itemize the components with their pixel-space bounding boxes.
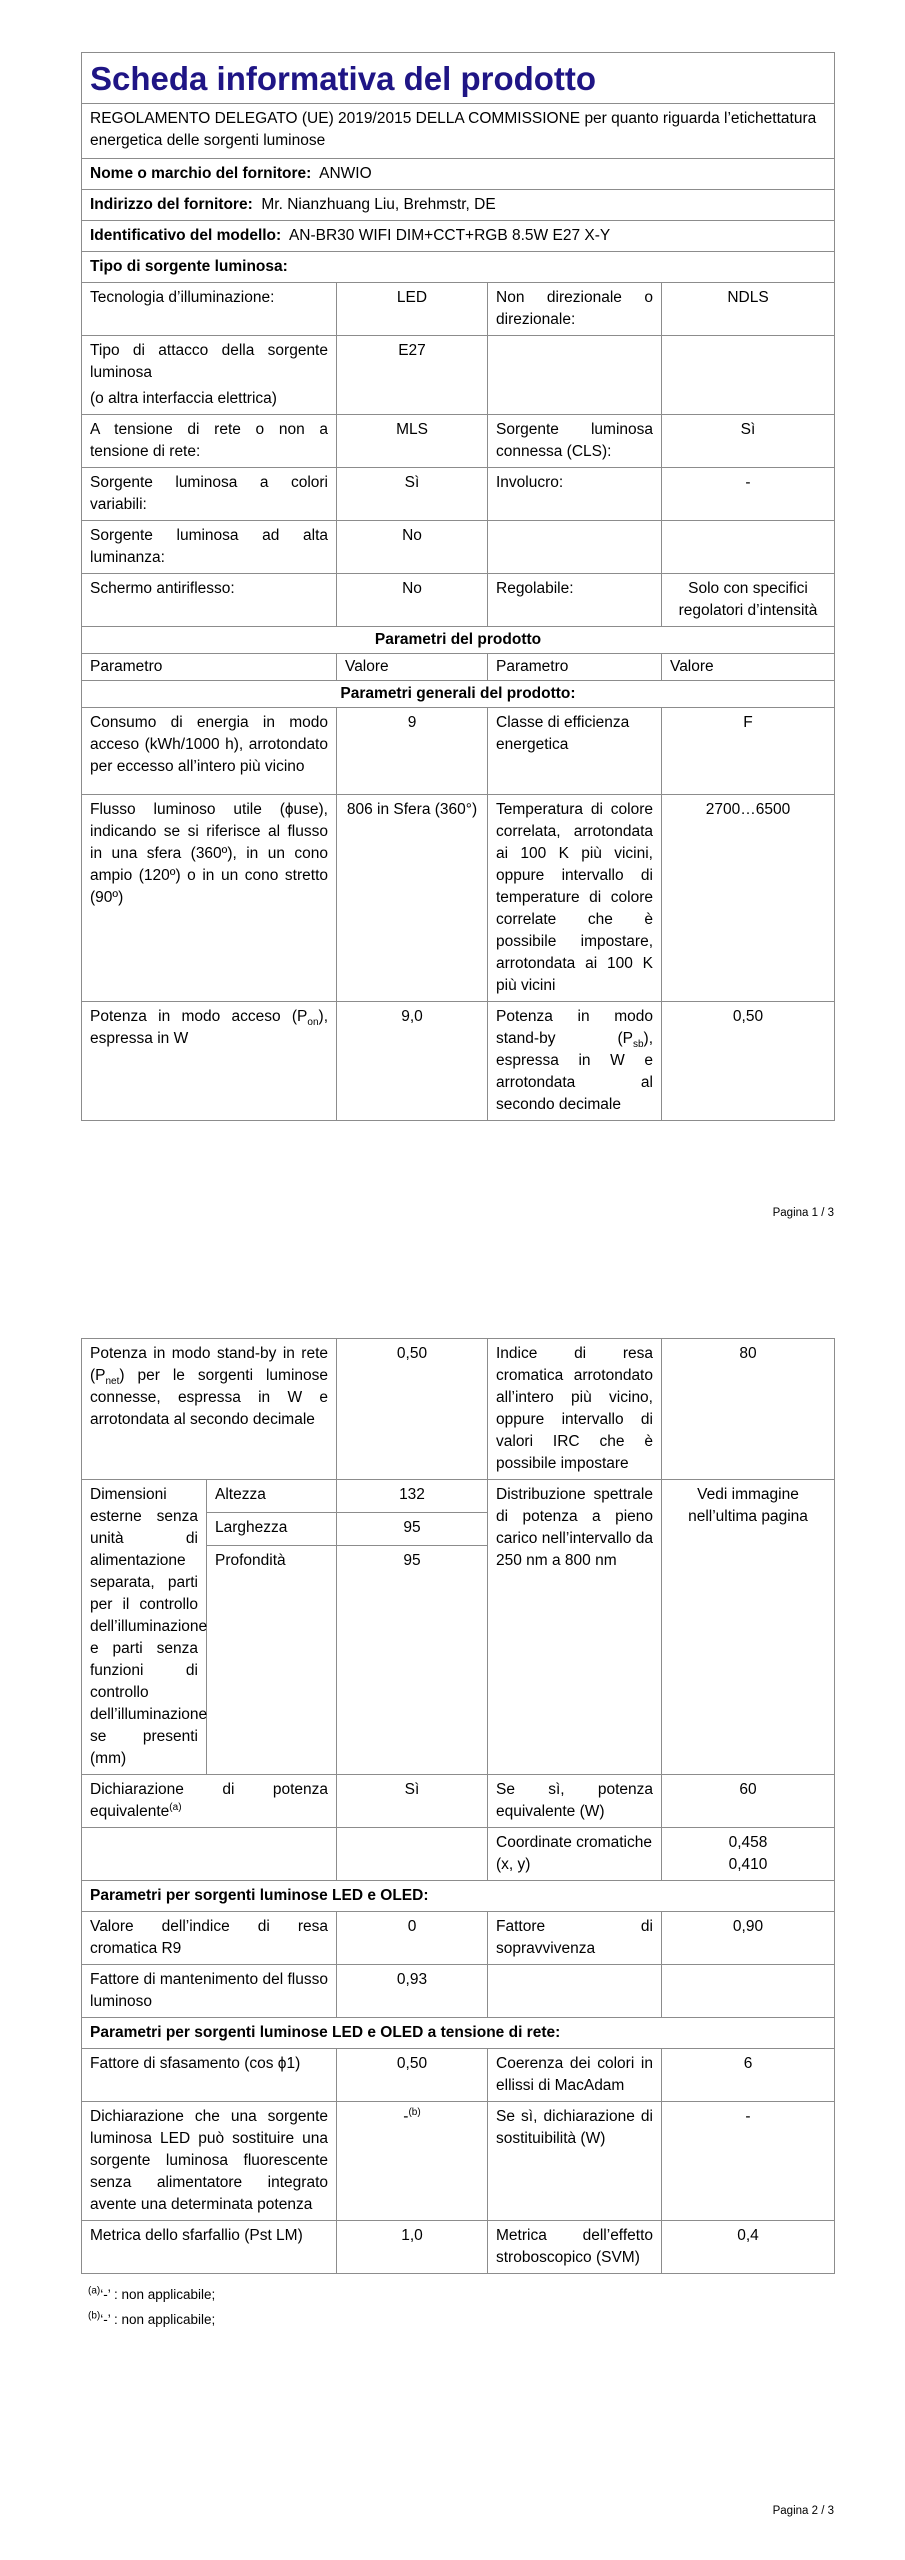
envelope-value: - bbox=[662, 468, 835, 521]
equivalent-watt-value: 60 bbox=[662, 1775, 835, 1828]
class-label: Classe di efficienza energetica bbox=[488, 708, 662, 795]
cct-label: Temperatura di colore correlata, arrotondata ai 100 K più vicini, oppure intervallo di temperature di colore correlate che è possibile impostare, arrotondata ai 100 K più vicini bbox=[488, 795, 662, 1002]
footnote-b bbox=[88, 2311, 215, 2329]
empty-cell bbox=[337, 1828, 488, 1881]
footnote-ref-a: (a) bbox=[169, 1801, 182, 1813]
page-number: Pagina 2 / 3 bbox=[772, 2505, 834, 2517]
networked-standby-value: 0,50 bbox=[337, 1339, 488, 1480]
height-value: 132 bbox=[337, 1480, 488, 1513]
anti-glare-label: Schermo antiriflesso: bbox=[82, 574, 337, 627]
replacement-claim-value bbox=[337, 2102, 488, 2221]
height-label: Altezza bbox=[207, 1480, 337, 1513]
displacement-factor-label: Fattore di sfasamento (cos ϕ1) bbox=[82, 2049, 337, 2102]
connected-value: Sì bbox=[662, 415, 835, 468]
product-info-table-page-2 bbox=[81, 1338, 835, 2274]
dimmable-value: Solo con specifici regolatori d’intensità bbox=[662, 574, 835, 627]
col-header-value: Valore bbox=[337, 654, 488, 681]
stroboscopic-label: Metrica dell’effetto stroboscopico (SVM) bbox=[488, 2221, 662, 2274]
standby-power-label-start: Potenza in modo stand-by (P bbox=[496, 1008, 653, 1047]
spd-label: Distribuzione spettrale di potenza a pieno carico nell’intervallo da 250 nm a 800 nm bbox=[488, 1480, 662, 1775]
networked-standby-label-end: ) per le sorgenti luminose connesse, espressa in W e arrotondata al secondo decimale bbox=[90, 1367, 328, 1428]
lumen-maintenance-label: Fattore di mantenimento del flusso luminoso bbox=[82, 1965, 337, 2018]
equivalent-watt-label: Se sì, potenza equivalente (W) bbox=[488, 1775, 662, 1828]
regulation-text: REGOLAMENTO DELEGATO (UE) 2019/2015 DELLA COMMISSIONE per quanto riguarda l’etichettatura energetica delle sorgenti luminose bbox=[82, 104, 835, 159]
directional-label: Non direzionale o direzionale: bbox=[488, 283, 662, 336]
empty-cell bbox=[488, 1965, 662, 2018]
on-mode-subscript: on bbox=[307, 1017, 319, 1029]
supplier-name: ANWIO bbox=[319, 165, 372, 182]
model-identifier: AN-BR30 WIFI DIM+CCT+RGB 8.5W E27 X-Y bbox=[288, 227, 611, 244]
supplier-address: Mr. Nianzhuang Liu, Brehmstr, DE bbox=[261, 196, 496, 213]
on-mode-power-label bbox=[82, 1002, 337, 1121]
flux-value: 806 in Sfera (360°) bbox=[337, 795, 488, 1002]
chromaticity-y: 0,410 bbox=[728, 1856, 768, 1873]
networked-standby-label-start: Potenza in modo stand-by in rete (P bbox=[90, 1345, 328, 1384]
r9-label: Valore dell’indice di resa cromatica R9 bbox=[82, 1912, 337, 1965]
cap-label-main: Tipo di attacco della sorgente luminosa bbox=[90, 342, 328, 381]
standby-power-label bbox=[488, 1002, 662, 1121]
general-params-heading: Parametri generali del prodotto: bbox=[82, 681, 835, 708]
macadam-value: 6 bbox=[662, 2049, 835, 2102]
lumen-maintenance-value: 0,93 bbox=[337, 1965, 488, 2018]
empty-cell bbox=[82, 1828, 337, 1881]
energy-label: Consumo di energia in modo acceso (kWh/1000 h), arrotondato per eccesso all’intero più vicino bbox=[82, 708, 337, 795]
chromaticity-value bbox=[662, 1828, 835, 1881]
supplier-address-row bbox=[82, 190, 835, 221]
empty-cell bbox=[488, 336, 662, 415]
page-2 bbox=[0, 1280, 905, 2560]
product-info-table-page-1 bbox=[81, 52, 835, 1121]
flux-label: Flusso luminoso utile (ϕuse), indicando se si riferisce al flusso in una sfera (360º), in un cono ampio (120º) o in un cono stretto (90º) bbox=[82, 795, 337, 1002]
high-luminance-label: Sorgente luminosa ad alta luminanza: bbox=[82, 521, 337, 574]
footnote-ref-b: (b) bbox=[408, 2106, 421, 2118]
equivalent-power-label bbox=[82, 1775, 337, 1828]
class-value: F bbox=[662, 708, 835, 795]
on-mode-power-value: 9,0 bbox=[337, 1002, 488, 1121]
footnote-a-text: ‘-’ : non applicabile; bbox=[100, 2287, 216, 2302]
width-value: 95 bbox=[337, 1513, 488, 1546]
footnote-a bbox=[88, 2286, 215, 2304]
depth-value: 95 bbox=[337, 1546, 488, 1775]
networked-standby-label bbox=[82, 1339, 337, 1480]
chromaticity-x: 0,458 bbox=[728, 1834, 768, 1851]
standby-subscript: sb bbox=[632, 1039, 644, 1051]
tech-label: Tecnologia d’illuminazione: bbox=[82, 283, 337, 336]
anti-glare-value: No bbox=[337, 574, 488, 627]
led-params-heading: Parametri per sorgenti luminose LED e OLED: bbox=[82, 1881, 835, 1912]
empty-cell bbox=[662, 1965, 835, 2018]
model-row bbox=[82, 221, 835, 252]
colour-tunable-value: Sì bbox=[337, 468, 488, 521]
model-label: Identificativo del modello: bbox=[90, 227, 282, 244]
r9-value: 0 bbox=[337, 1912, 488, 1965]
cap-label bbox=[82, 336, 337, 415]
footnote-b-text: ‘-’ : non applicabile; bbox=[100, 2312, 216, 2327]
macadam-label: Coerenza dei colori in ellissi di MacAdam bbox=[488, 2049, 662, 2102]
high-luminance-value: No bbox=[337, 521, 488, 574]
directional-value: NDLS bbox=[662, 283, 835, 336]
cri-value: 80 bbox=[662, 1339, 835, 1480]
tech-value: LED bbox=[337, 283, 488, 336]
replacement-claim-dash: - bbox=[403, 2108, 409, 2125]
on-mode-power-label-start: Potenza in modo acceso (P bbox=[90, 1008, 308, 1025]
standby-power-label-end: ), espressa in W e arrotondata al secondo decimale bbox=[496, 1030, 653, 1113]
dimmable-label: Regolabile: bbox=[488, 574, 662, 627]
empty-cell bbox=[662, 336, 835, 415]
cap-label-note: (o altra interfaccia elettrica) bbox=[90, 390, 277, 407]
supplier-name-row bbox=[82, 159, 835, 190]
cri-label: Indice di resa cromatica arrotondato all’intero più vicino, oppure intervallo di valori IRC che è possibile impostare bbox=[488, 1339, 662, 1480]
supplier-name-label: Nome o marchio del fornitore: bbox=[90, 165, 312, 182]
replacement-watt-label: Se sì, dichiarazione di sostituibilità (W) bbox=[488, 2102, 662, 2221]
replacement-claim-label: Dichiarazione che una sorgente luminosa LED può sostituire una sorgente luminosa fluorescente senza alimentatore integrato avente una determinata potenza bbox=[82, 2102, 337, 2221]
networked-subscript: net bbox=[105, 1376, 120, 1388]
standby-power-value: 0,50 bbox=[662, 1002, 835, 1121]
survival-value: 0,90 bbox=[662, 1912, 835, 1965]
depth-label: Profondità bbox=[207, 1546, 337, 1775]
mains-label: A tensione di rete o non a tensione di rete: bbox=[82, 415, 337, 468]
empty-cell bbox=[662, 521, 835, 574]
empty-cell bbox=[488, 521, 662, 574]
envelope-label: Involucro: bbox=[488, 468, 662, 521]
footnote-a-mark: (a) bbox=[88, 2285, 101, 2297]
cap-value: E27 bbox=[337, 336, 488, 415]
chromaticity-label: Coordinate cromatiche (x, y) bbox=[488, 1828, 662, 1881]
mains-led-params-heading: Parametri per sorgenti luminose LED e OLED a tensione di rete: bbox=[82, 2018, 835, 2049]
product-params-heading: Parametri del prodotto bbox=[82, 627, 835, 654]
flicker-label: Metrica dello sfarfallio (Pst LM) bbox=[82, 2221, 337, 2274]
on-mode-power-label-end: ), espressa in W bbox=[90, 1008, 328, 1047]
footnote-b-mark: (b) bbox=[88, 2310, 101, 2322]
page-number: Pagina 1 / 3 bbox=[772, 1207, 834, 1219]
supplier-address-label: Indirizzo del fornitore: bbox=[90, 196, 253, 213]
flicker-value: 1,0 bbox=[337, 2221, 488, 2274]
dimensions-label: Dimensioni esterne senza unità di alimentazione separata, parti per il controllo dell’illuminazione e parti senza funzioni di controllo dell’illuminazione se presenti (mm) bbox=[82, 1480, 207, 1775]
spd-value: Vedi immagine nell’ultima pagina bbox=[662, 1480, 835, 1775]
document-title: Scheda informativa del prodotto bbox=[82, 53, 835, 104]
survival-label: Fattore di sopravvivenza bbox=[488, 1912, 662, 1965]
col-header-value: Valore bbox=[662, 654, 835, 681]
width-label: Larghezza bbox=[207, 1513, 337, 1546]
mains-value: MLS bbox=[337, 415, 488, 468]
equivalent-power-label-text: Dichiarazione di potenza equivalente bbox=[90, 1781, 328, 1820]
source-type-heading: Tipo di sorgente luminosa: bbox=[82, 252, 835, 283]
equivalent-power-value: Sì bbox=[337, 1775, 488, 1828]
energy-value: 9 bbox=[337, 708, 488, 795]
connected-label: Sorgente luminosa connessa (CLS): bbox=[488, 415, 662, 468]
displacement-factor-value: 0,50 bbox=[337, 2049, 488, 2102]
stroboscopic-value: 0,4 bbox=[662, 2221, 835, 2274]
col-header-param: Parametro bbox=[82, 654, 337, 681]
replacement-watt-value: - bbox=[662, 2102, 835, 2221]
col-header-param: Parametro bbox=[488, 654, 662, 681]
cct-value: 2700…6500 bbox=[662, 795, 835, 1002]
colour-tunable-label: Sorgente luminosa a colori variabili: bbox=[82, 468, 337, 521]
